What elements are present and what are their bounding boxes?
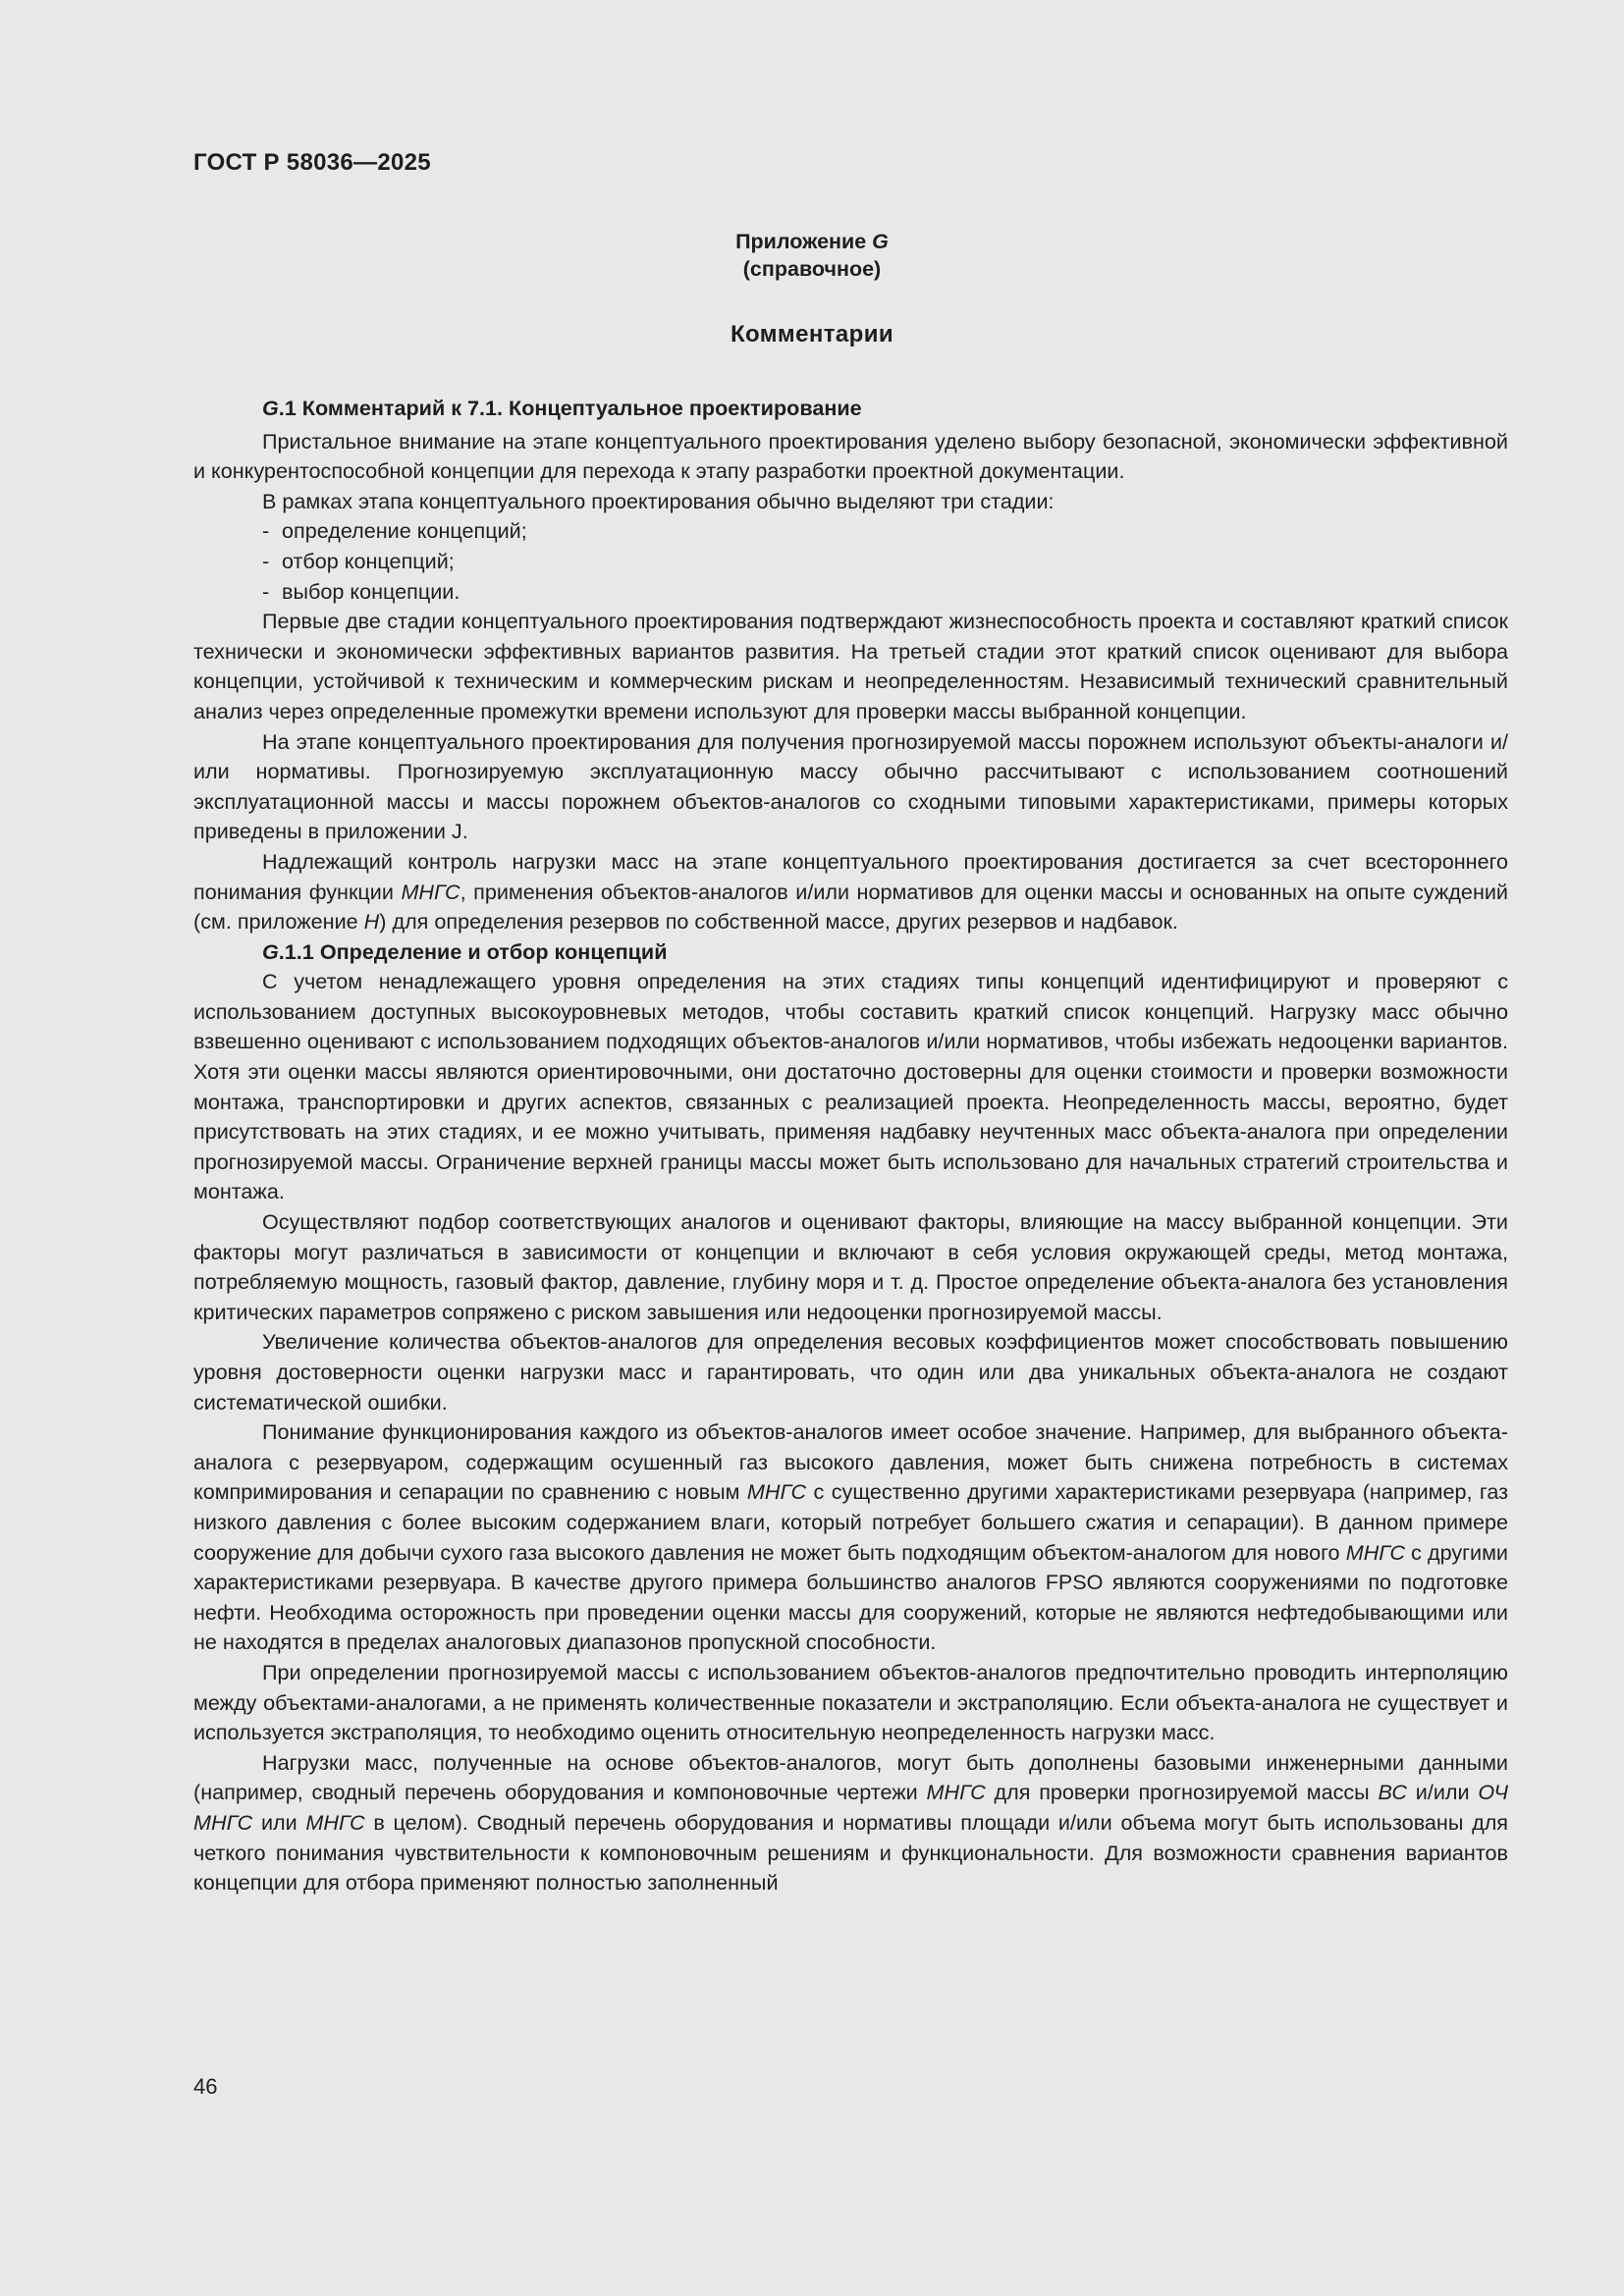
heading-g1-1	[193, 937, 1508, 968]
list-item-text: отбор концепций;	[282, 548, 455, 573]
heading-g1-1-letter: G	[262, 938, 279, 964]
list-dash: -	[262, 518, 270, 544]
text-run-italic: МНГС	[401, 879, 460, 904]
paragraph	[193, 1417, 1508, 1658]
list-item	[193, 516, 1508, 547]
paragraph: Пристальное внимание на этапе концептуального проектирования уделено выбору безопасной, экономически эффективной и конкурентоспособной концепции для перехода к этапу разработки проектной документации.	[193, 428, 1508, 484]
page-number: 46	[193, 2074, 218, 2099]
heading-g1	[193, 394, 1508, 424]
standard-header: ГОСТ Р 58036—2025	[193, 149, 431, 176]
section-title: Комментарии	[730, 321, 893, 347]
appendix-prefix: Приложение	[735, 230, 873, 253]
text-run: или	[252, 1809, 306, 1835]
text-run: для проверки прогнозируемой массы	[985, 1780, 1379, 1805]
appendix-letter: G	[872, 230, 889, 253]
text-run-italic: МНГС	[305, 1809, 365, 1835]
list-item	[193, 577, 1508, 608]
text-run-italic: МНГС	[1345, 1539, 1405, 1565]
paragraph	[193, 1748, 1508, 1898]
text-run: с существенно другими характеристиками резервуара (например, газ низкого давления с более высоким содержанием влаги, который потребует большего сжатия и сепарации). В данном примере сооружение для добычи сухого газа высокого давления не может быть подходящим объектом-аналогом для нового	[193, 1479, 1508, 1565]
appendix-line-1	[0, 228, 1624, 255]
text-run-italic: ВС	[1378, 1780, 1408, 1805]
heading-g1-letter: G	[262, 396, 279, 420]
paragraph: На этапе концептуального проектирования для получения прогнозируемой массы порожнем используют объекты-аналоги и/или нормативы. Прогнозируемую эксплуатационную массу обычно рассчитывают с использованием соотношений эксплуатационной массы и массы порожнем объектов-аналогов со сходными типовыми характеристиками, примеры которых приведены в приложении J.	[193, 728, 1508, 844]
list-dash: -	[262, 548, 270, 573]
text-run: в целом). Сводный перечень оборудования и нормативы площади и/или объема могут быть использованы для четкого понимания чувствительности к компоновочным решениям и функциональности. Для возможности сравнения вариантов концепции для отбора применяют полностью заполненный	[193, 1809, 1508, 1896]
paragraph: В рамках этапа концептуального проектирования обычно выделяют три стадии:	[262, 488, 1055, 513]
text-run: Надлежащий контроль нагрузки масс на этапе концептуального проектирования достигается за счет всестороннего понимания функции	[193, 848, 1508, 904]
text-run: Понимание функционирования каждого из объектов-аналогов имеет особое значение. Например, для выбранного объекта-аналога с резервуаром, содержащим осушенный газ высокого давления, может быть снижена потребность в системах компримирования и сепарации по сравнению с новым	[193, 1419, 1508, 1505]
list-dash: -	[262, 578, 270, 604]
heading-g1-text: .1 Комментарий к 7.1. Концептуальное проектирование	[278, 396, 862, 420]
text-run-italic: ОЧ МНГС	[193, 1780, 1508, 1835]
list-item-text: определение концепций;	[282, 518, 527, 544]
list-item	[193, 547, 1508, 577]
list-item-text: выбор концепции.	[282, 578, 460, 604]
text-run-italic: МНГС	[926, 1780, 986, 1805]
appendix-title	[0, 228, 1624, 283]
text-run-italic: МНГС	[746, 1479, 807, 1505]
paragraph: Осуществляют подбор соответствующих аналогов и оценивают факторы, влияющие на массу выбранной концепции. Эти факторы могут различаться в зависимости от концепции и включают в себя условия окружающей среды, метод монтажа, потребляемую мощность, газовый фактор, давление, глубину моря и т. д. Простое определение объекта-аналога без установления критических параметров сопряжено с риском завышения или недооценки прогнозируемой массы.	[193, 1209, 1508, 1324]
heading-g1-1-text: .1.1 Определение и отбор концепций	[278, 938, 668, 964]
paragraph: При определении прогнозируемой массы с использованием объектов-аналогов предпочтительно проводить интерполяцию между объектами-аналогами, а не применять количественные показатели и экстраполяцию. Если объекта-аналога не существует и используется экстраполяция, то необходимо оценить относительную неопределенность нагрузки масс.	[193, 1659, 1508, 1745]
text-run: с другими характеристиками резервуара. В качестве другого примера большинство аналогов FPSO являются сооружениями по подготовке нефти. Необходима осторожность при проведении оценки массы для сооружений, которые не являются нефтедобывающими или не находятся в пределах аналоговых диапазонов пропускной способности.	[193, 1539, 1508, 1655]
paragraph: Увеличение количества объектов-аналогов для определения весовых коэффициентов может способствовать повышению уровня достоверности оценки нагрузки масс и гарантировать, что один или два уникальных объекта-аналога не создают систематической ошибки.	[193, 1329, 1508, 1415]
text-run: и/или	[1407, 1780, 1479, 1805]
paragraph	[193, 847, 1508, 937]
text-run-italic: H	[363, 909, 380, 934]
text-run: Нагрузки масс, полученные на основе объектов-аналогов, могут быть дополнены базовыми инженерными данными (например, сводный перечень оборудования и компоновочные чертежи	[193, 1749, 1508, 1805]
appendix-line-2: (справочное)	[742, 257, 882, 281]
paragraph: С учетом ненадлежащего уровня определения на этих стадиях типы концепций идентифицируют и проверяют с использованием доступных высокоуровневых методов, чтобы составить краткий список концепций. Нагрузку масс обычно взвешенно оценивают с использованием подходящих объектов-аналогов и/или нормативов, чтобы избежать недооценки вариантов. Хотя эти оценки массы являются ориентировочными, они достаточно достоверны для оценки стоимости и проверки возможности монтажа, транспортировки и других аспектов, связанных с реализацией проекта. Неопределенность массы, вероятно, будет присутствовать на этих стадиях, и ее можно учитывать, применяя надбавку неучтенных масс объекта-аналога при определении прогнозируемой массы. Ограничение верхней границы массы может быть использовано для начальных стратегий строительства и монтажа.	[193, 969, 1508, 1204]
text-run: , применения объектов-аналогов и/или нормативов для оценки массы и основанных на опыте суждений (см. приложение	[193, 879, 1508, 934]
paragraph: Первые две стадии концептуального проектирования подтверждают жизнеспособность проекта и составляют краткий список технически и экономически эффективных вариантов развития. На третьей стадии этот краткий список оценивают для выбора концепции, устойчивой к техническим и коммерческим рискам и неопределенностям. Независимый технический сравнительный анализ через определенные промежутки времени используют для проверки массы выбранной концепции.	[193, 609, 1508, 723]
document-body	[193, 394, 1508, 1898]
text-run: ) для определения резервов по собственной массе, других резервов и надбавок.	[379, 909, 1178, 934]
